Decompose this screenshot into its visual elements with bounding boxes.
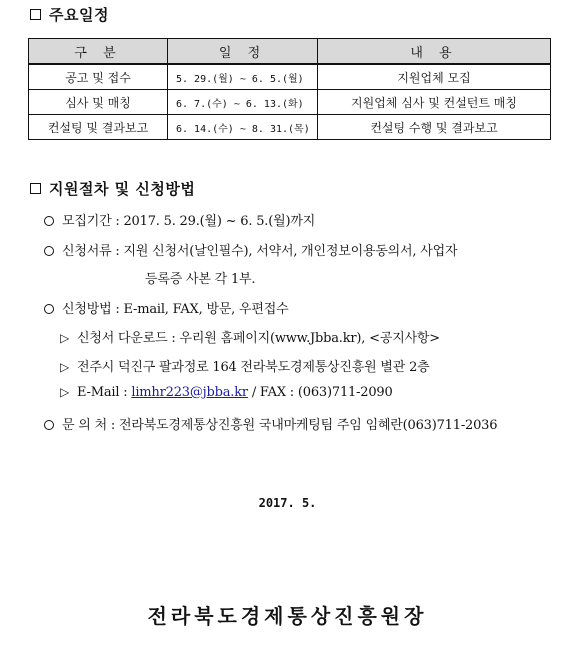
circle-bullet-icon <box>44 304 54 314</box>
cell-content: 지원업체 심사 및 컨설턴트 매칭 <box>318 90 551 115</box>
list-item-period <box>44 210 315 229</box>
table-row <box>29 115 551 140</box>
triangle-bullet-icon: ▷ <box>60 331 70 345</box>
email-link[interactable]: limhr223@jbba.kr <box>131 385 248 400</box>
cell-category: 컨설팅 및 결과보고 <box>29 115 168 140</box>
documents-text: 신청서류 : 지원 신청서(날인필수), 서약서, 개인정보이용동의서, 사업자 <box>62 244 458 259</box>
circle-bullet-icon <box>44 216 54 226</box>
list-item-documents <box>44 240 457 259</box>
cell-category: 심사 및 매칭 <box>29 90 168 115</box>
checkbox-square-icon <box>30 183 41 194</box>
list-item-method <box>44 298 288 317</box>
checkbox-square-icon <box>30 9 41 20</box>
cell-content: 지원업체 모집 <box>318 64 551 90</box>
table-header-row <box>29 39 551 65</box>
documents-text-line2: 등록증 사본 각 1부. <box>145 272 256 287</box>
period-text: 모집기간 : 2017. 5. 29.(월) ~ 6. 5.(월)까지 <box>62 214 316 229</box>
header-schedule: 일 정 <box>168 39 318 65</box>
list-item-documents-continued <box>145 268 255 287</box>
circle-bullet-icon <box>44 246 54 256</box>
method-text: 신청방법 : E-mail, FAX, 방문, 우편접수 <box>62 302 289 317</box>
schedule-table <box>28 38 551 140</box>
header-category: 구 분 <box>29 39 168 65</box>
table-row <box>29 90 551 115</box>
section-title: 주요일정 <box>49 6 109 24</box>
table-row <box>29 64 551 90</box>
address-text: 전주시 덕진구 팔과정로 164 전라북도경제통상진흥원 별관 2층 <box>77 360 430 375</box>
circle-bullet-icon <box>44 420 54 430</box>
contact-text: 문 의 처 : 전라북도경제통상진흥원 국내마케팅팀 주임 임혜란(063)711-2036 <box>62 418 498 433</box>
section-heading-procedure <box>30 178 195 199</box>
sub-item-download <box>60 327 440 346</box>
cell-schedule: 6. 14.(수) ~ 8. 31.(목) <box>168 115 318 140</box>
sub-item-email-fax <box>60 385 393 400</box>
sub-item-address <box>60 356 430 375</box>
fax-text: / FAX : (063)711-2090 <box>247 385 393 400</box>
section-title: 지원절차 및 신청방법 <box>49 180 196 198</box>
cell-content: 컨설팅 수행 및 결과보고 <box>318 115 551 140</box>
cell-schedule: 6. 7.(수) ~ 6. 13.(화) <box>168 90 318 115</box>
document-date: 2017. 5. <box>258 496 317 510</box>
issuer-signature: 전라북도경제통상진흥원장 <box>147 604 428 628</box>
cell-schedule: 5. 29.(월) ~ 6. 5.(월) <box>168 64 318 90</box>
email-label: E-Mail : <box>77 385 132 400</box>
list-item-contact <box>44 414 497 433</box>
triangle-bullet-icon: ▷ <box>60 360 70 374</box>
triangle-bullet-icon: ▷ <box>60 385 70 399</box>
section-heading-schedule <box>30 4 109 25</box>
download-text: 신청서 다운로드 : 우리원 홈페이지(www.Jbba.kr), <공지사항> <box>77 331 440 346</box>
cell-category: 공고 및 접수 <box>29 64 168 90</box>
header-content: 내 용 <box>318 39 551 65</box>
